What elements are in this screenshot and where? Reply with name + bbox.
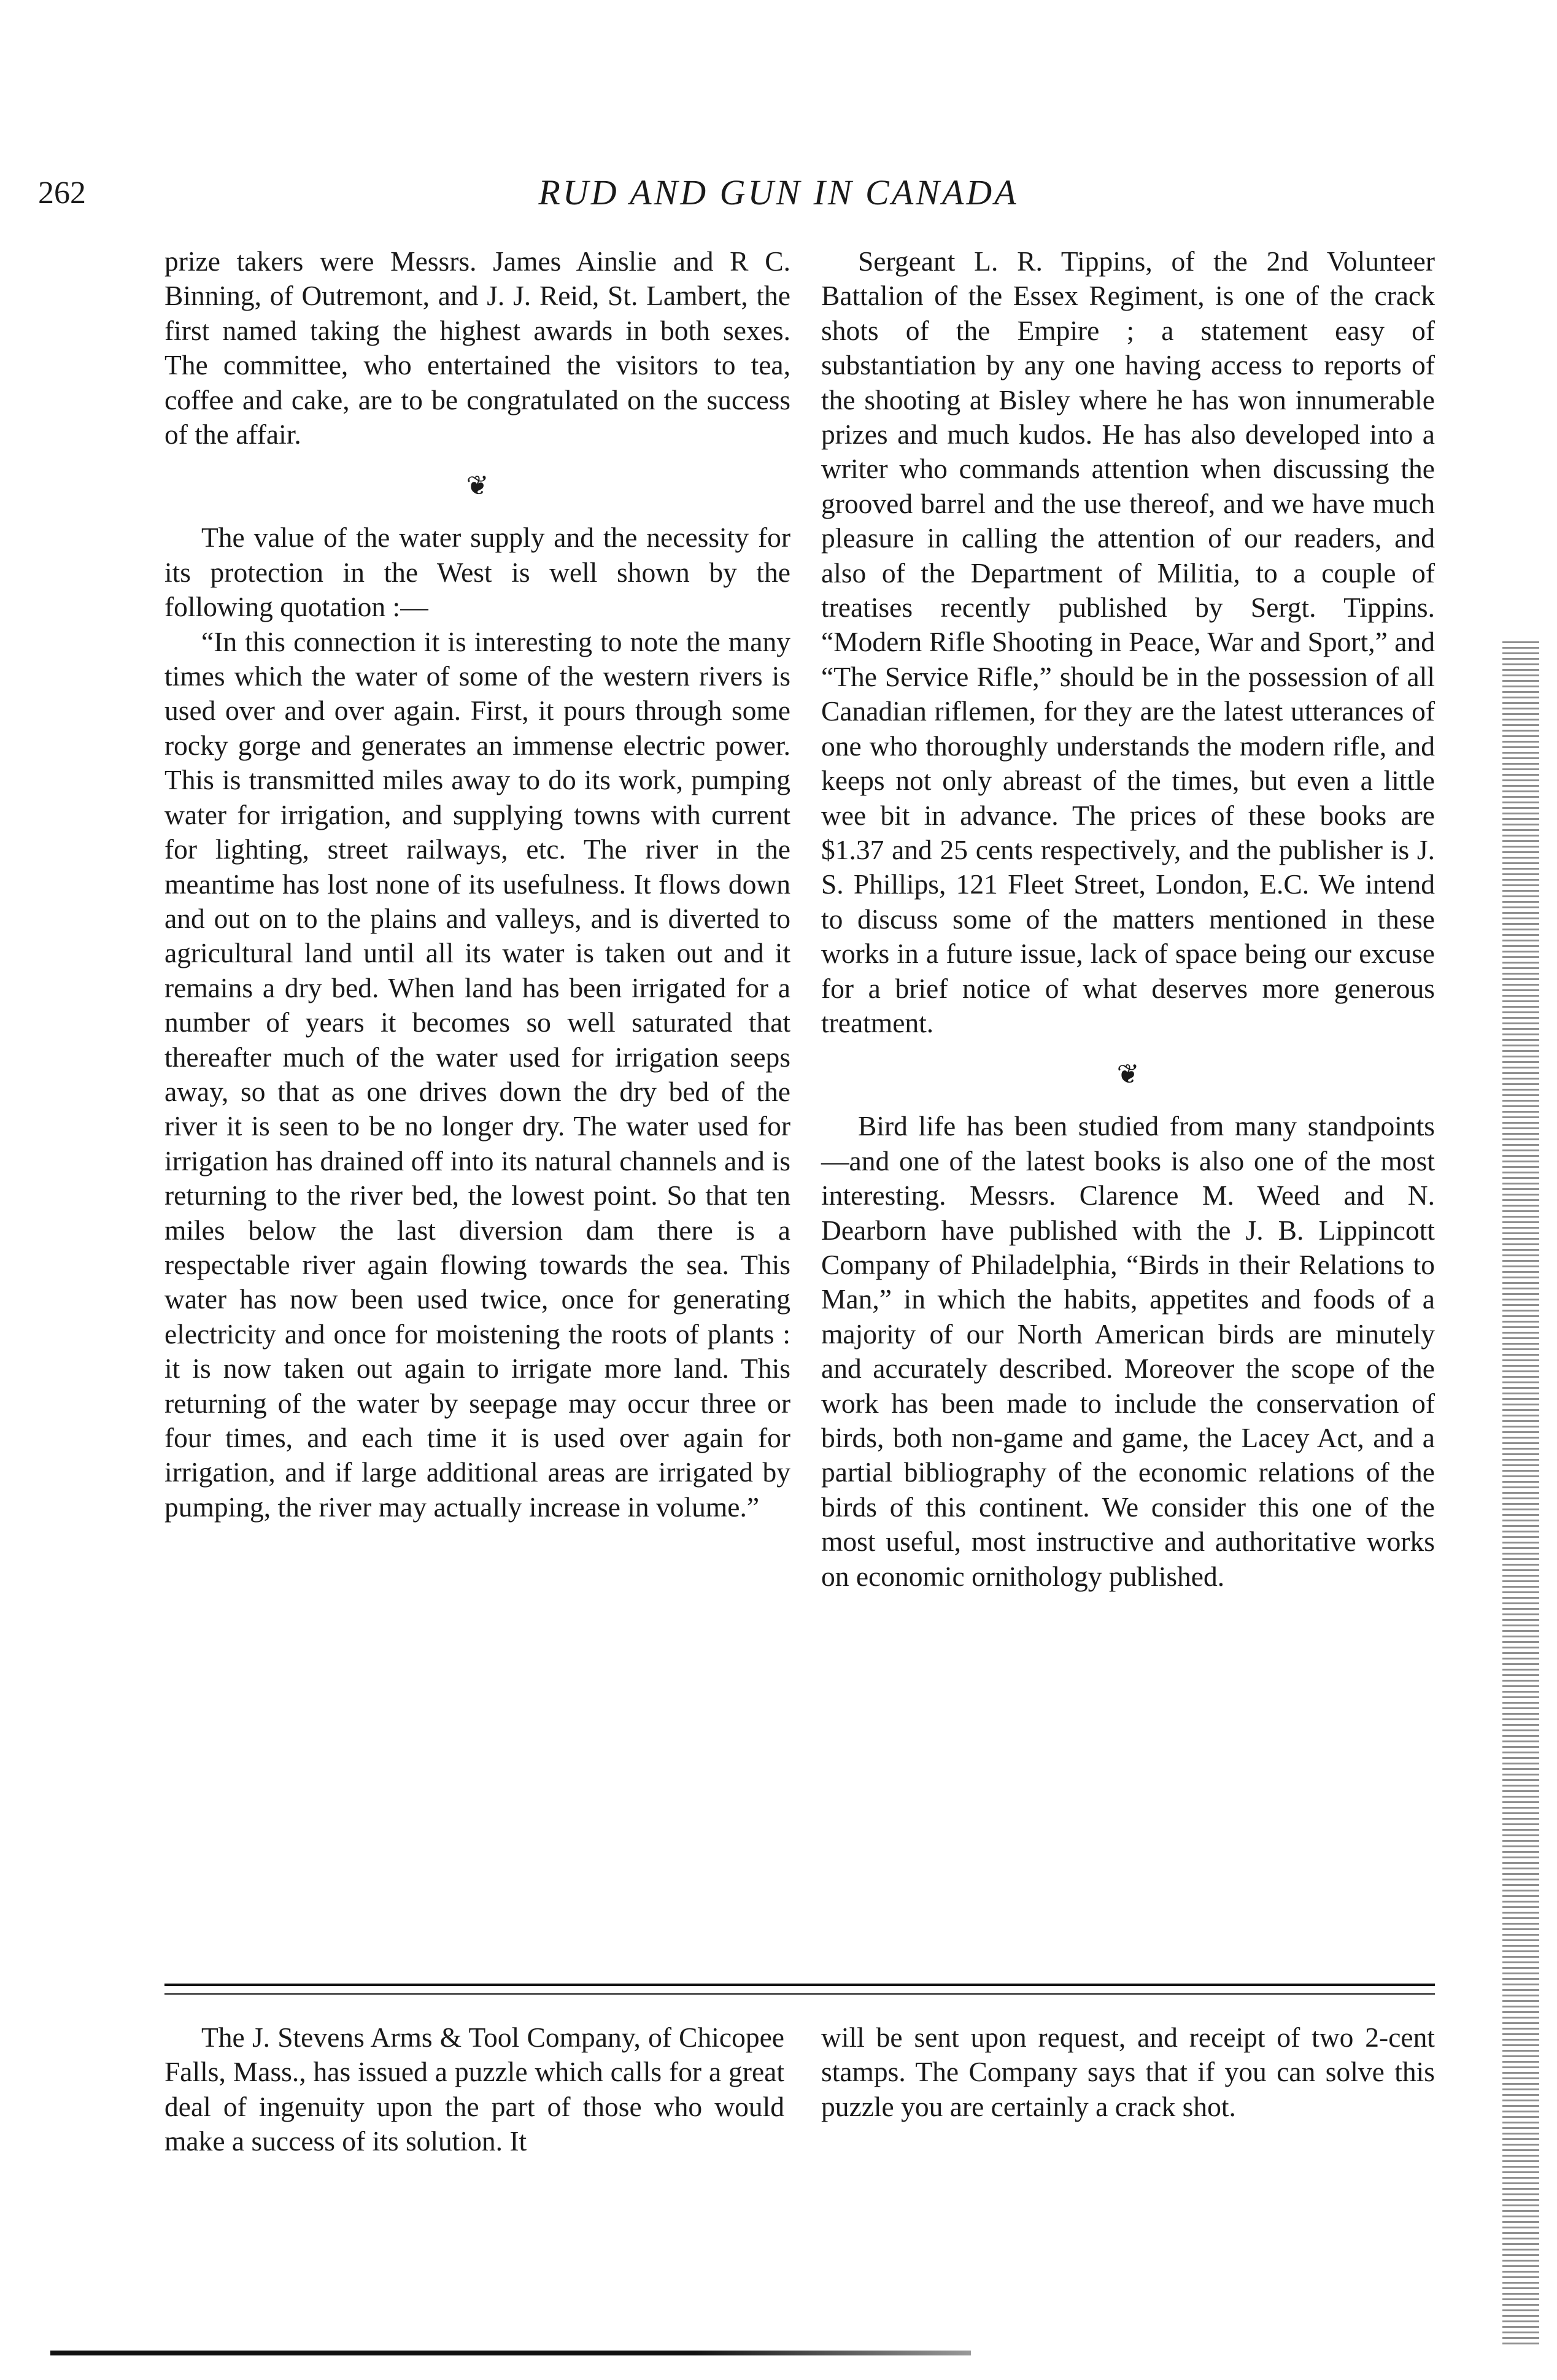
ornament-icon: ❦: [1116, 1059, 1140, 1090]
notice-left: [164, 2020, 784, 2159]
right-column: [821, 244, 1435, 1594]
scan-edge-marks: [1502, 638, 1539, 2344]
paragraph-tippins: Sergeant L. R. Tippins, of the 2nd Volunteer Battalion of the Essex Regiment, is one of the crack shots of the Empire ; a statement easy of substantiation by any one having access to reports of the shooting at Bisley where he has won innumerable prizes and much kudos. He has also developed into a writer who commands attention when discussing the grooved barrel and the use thereof, and we have much pleasure in calling the attention of our readers, and also of the Department of Militia, to a couple of treatises recently published by Sergt. Tippins. “Modern Rifle Shooting in Peace, War and Sport,” and “The Service Rifle,” should be in the possession of all Canadian riflemen, for they are the latest utterances of one who thoroughly understands the modern rifle, and keeps not only abreast of the times, but even a little wee bit in advance. The prices of these books are $1.37 and 25 cents respectively, and the publisher is J. S. Phillips, 121 Fleet Street, London, E.C. We intend to discuss some of the matters mentioned in these works in a future issue, lack of space being our excuse for a brief notice of what deserves more generous treatment.: [821, 245, 1435, 1038]
running-head: RUD AND GUN IN CANADA: [538, 172, 1019, 212]
page-number: 262: [38, 176, 86, 211]
paragraph-stevens-notice-cont: will be sent upon request, and receipt of two 2-cent stamps. The Company says that if you can solve this puzzle you are certainly a crack shot.: [821, 2022, 1435, 2122]
ornament-icon: ❦: [466, 471, 489, 501]
paragraph-prize-takers: prize takers were Messrs. James Ainslie and R C. Binning, of Outremont, and J. J. Reid, St. Lambert, the first named taking the highest awards in both sexes. The committee, who entertained the visitors to tea, coffee and cake, are to be congratulated on the success of the affair.: [164, 245, 790, 450]
section-divider: [164, 1984, 1435, 1995]
bottom-rule: [50, 2351, 971, 2355]
paragraph-water-supply: The value of the water supply and the necessity for its protection in the West is well shown by the following quotation :—: [164, 522, 790, 623]
paragraph-bird-life: Bird life has been studied from many standpoints—and one of the latest books is also one of the most interesting. Messrs. Clarence M. Weed and N. Dearborn have published with the J. B. Lippincott Company of Philadelphia, “Birds in their Relations to Man,” in which the habits, appetites and foods of a majority of our North American birds are minutely and accurately described. Moreover the scope of the work has been made to include the conservation of birds, both non-game and game, the Lacey Act, and a partial bibliography of the economic relations of the birds of this continent. We consider this one of the most useful, most instructive and authoritative works on economic ornithology published.: [821, 1110, 1435, 1592]
paragraph-stevens-notice: The J. Stevens Arms & Tool Company, of Chicopee Falls, Mass., has issued a puzzle which calls for a great deal of ingenuity upon the part of those who would make a success of its solution. It: [164, 2022, 784, 2157]
paragraph-quotation: “In this connection it is interesting to note the many times which the water of some of the western rivers is used over and over again. First, it pours through some rocky gorge and generates an immense electric power. This is transmitted miles away to do its work, pumping water for irrigation, and supplying towns with current for lighting, street railways, etc. The river in the meantime has lost none of its usefulness. It flows down and out on to the plains and valleys, and is diverted to agricultural land until all its water is taken out and it remains a dry bed. When land has been irrigated for a number of years it becomes so well saturated that thereafter much of the water used for irrigation seeps away, so that as one drives down the dry bed of the river it is seen to be no longer dry. The water used for irrigation has drained off into its natural channels and is returning to the river bed, the lowest point. So that ten miles below the last diversion dam there is a respectable river again flowing towards the sea. This water has now been used twice, once for generating electricity and once for moistening the roots of plants : it is now taken out again to irrigate more land. This returning of the water by seepage may occur three or four times, and each time it is used over again for irrigation, and if large additional areas are irrigated by pumping, the river may actually increase in volume.”: [164, 625, 790, 1523]
notice-right: [821, 2020, 1435, 2124]
left-column: [164, 244, 790, 1524]
